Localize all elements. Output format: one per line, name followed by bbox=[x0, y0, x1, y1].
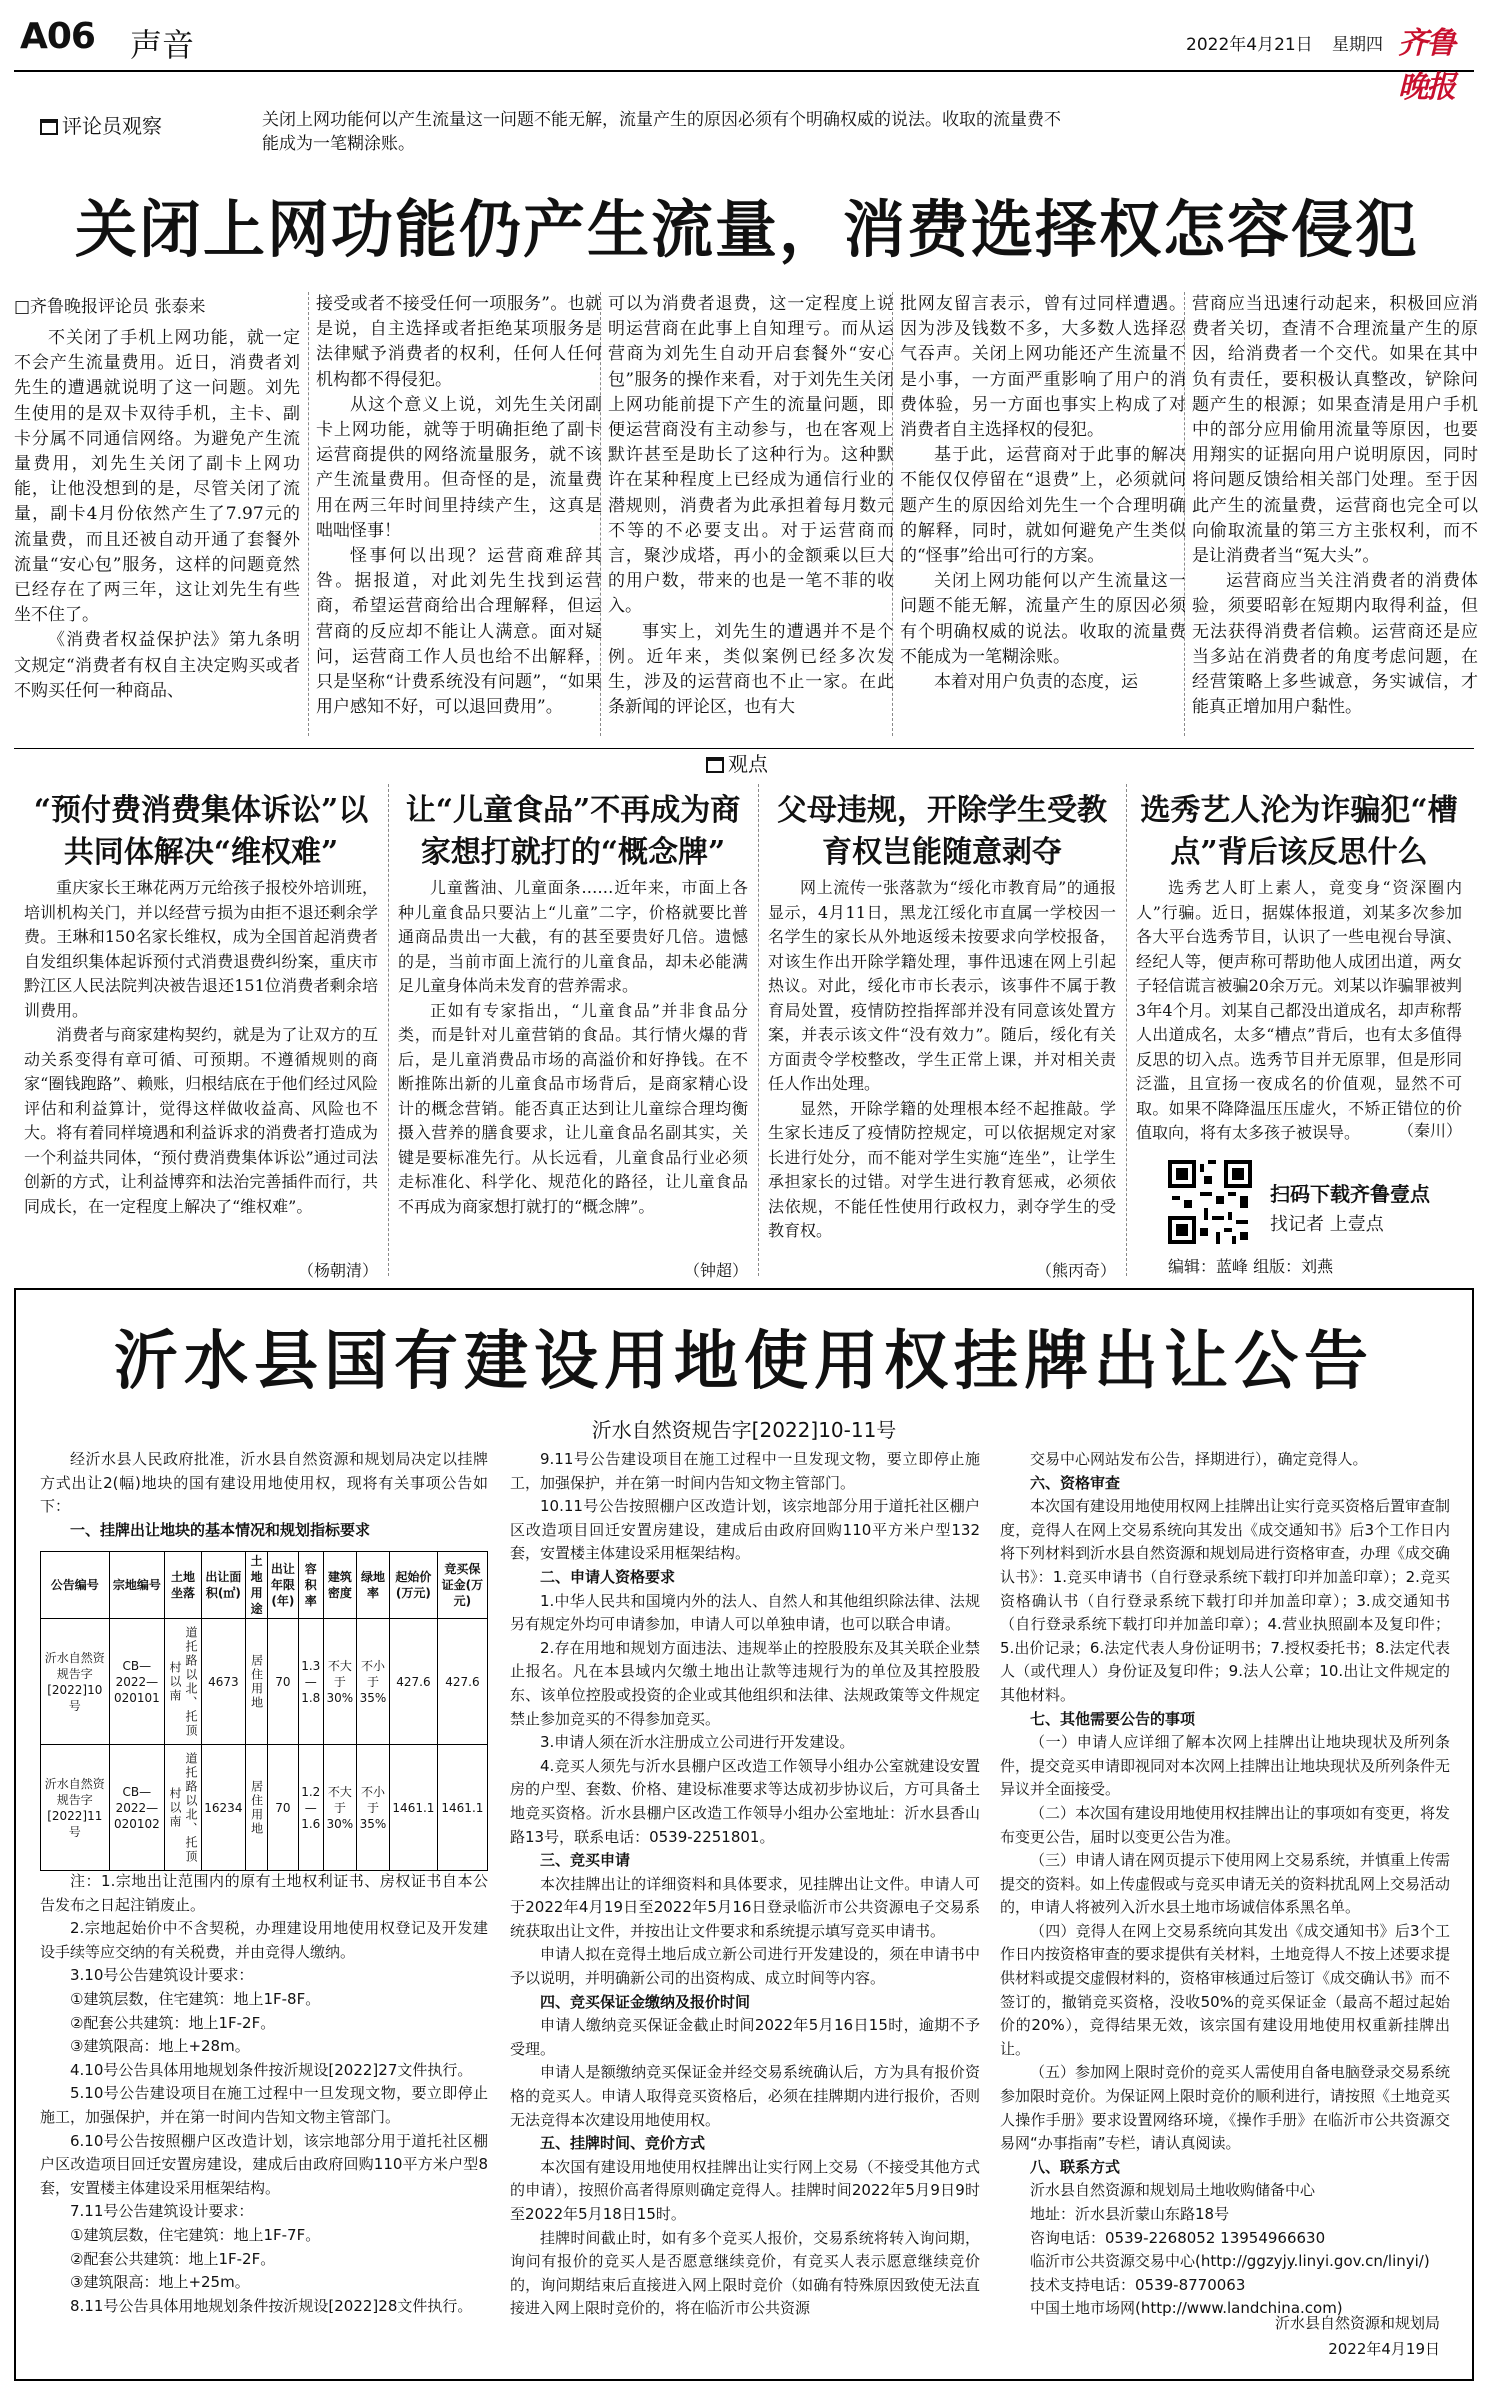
table-header-cell: 土地坐落 bbox=[165, 1552, 202, 1619]
paragraph: 怪事何以出现？运营商难辞其咎。据报道，对此刘先生找到运营商，希望运营商给出合理解释，但运营商的反应却不能让人满意。面对疑问，运营商工作人员也给不出解释，只是坚称“计费系统没有问题”，“如果用户感知不好，可以退回费用”。 bbox=[316, 546, 602, 718]
opinion-headline: “预付费消费集体诉讼”以共同体解决“维权难” bbox=[33, 793, 369, 870]
table-cell: 沂水自然资规告字[2022]10号 bbox=[41, 1619, 110, 1745]
paragraph: 从这个意义上说，刘先生关闭副卡上网功能，就等于明确拒绝了副卡运营商提供的网络流量服务，就不该产生流量费用。但奇怪的是，流量费用在两三年时间里持续产生，这真是咄咄怪事！ bbox=[316, 394, 602, 541]
paragraph: 消费者与商家建构契约，就是为了让双方的互动关系变得有章可循、可预期。不遵循规则的商家“圈钱跑路”、赖账，归根结底在于他们经过风险评估和利益算计，觉得这样做收益高、风险也不大。将有着同样境遇和利益诉求的消费者打造成为一个利益共同体，“预付费消费集体诉讼”通过司法创新的方式，让利益博弈和法治完善插件而行，共同成长，在一定程度上解决了“维权难”。 bbox=[24, 1025, 378, 1216]
paragraph: 关闭上网功能何以产生流量这一问题不能无解，流量产生的原因必须有个明确权威的说法。收取的流量费不能成为一笔糊涂账。 bbox=[900, 571, 1186, 667]
paragraph: 显然，开除学籍的处理根本经不起推敲。学生家长违反了疫情防控规定，可以依据规定对家长进行处分，而不能对学生实施“连坐”，让学生承担家长的过错。对学生进行教育惩戒，必须依法依规，不能任性使用行政权力，剥夺学生的受教育权。 bbox=[768, 1098, 1116, 1240]
notice-column-2 bbox=[510, 1448, 980, 2370]
notice-paragraph: 交易中心网站发布公告，择期进行），确定竞得人。 bbox=[1030, 1450, 1368, 1468]
table-cell: 1.2—1.6 bbox=[298, 1745, 323, 1871]
notice-paragraph: 中国土地市场网(http://www.landchina.com) bbox=[1030, 2299, 1343, 2318]
qr-subtitle: 找记者 上壹点 bbox=[1270, 1214, 1384, 1235]
notice-title: 沂水县国有建设用地使用权挂牌出让公告 bbox=[114, 1324, 1374, 1399]
table-header-cell: 出让年限(年) bbox=[268, 1552, 299, 1619]
notice-column-1 bbox=[40, 1870, 488, 2370]
notice-paragraph: ①建筑层数，住宅建筑：地上1F-8F。 bbox=[70, 1989, 321, 2008]
table-cell: 1461.1 bbox=[437, 1745, 487, 1871]
paragraph: 运营商应当关注消费者的消费体验，须要昭彰在短期内取得利益，但无法获得消费者信赖。运营商还是应当多站在消费者的角度考虑问题，在经营策略上多些诚意，务实诚信，才能真正增加用户黏性。 bbox=[1192, 571, 1478, 718]
opinion-author: （秦川） bbox=[1397, 1121, 1462, 1140]
opinion-author: （杨朝清） bbox=[297, 1261, 378, 1280]
notice-paragraph: 10.11号公告按照棚户区改造计划，该宗地部分用于道托社区棚户区改造项目回迁安置房建设，建成后由政府回购110平方米户型132套，安置楼主体建设采用框架结构。 bbox=[510, 1497, 980, 1563]
notice-paragraph: 四、竞买保证金缴纳及报价时间 bbox=[540, 1992, 751, 2011]
table-header-row bbox=[41, 1552, 488, 1619]
table-header-cell: 建筑密度 bbox=[323, 1552, 356, 1619]
notice-paragraph: 7.11号公告建筑设计要求： bbox=[70, 2202, 254, 2221]
notice-paragraph: （一）申请人应详细了解本次网上挂牌出让地块现状及所列条件，提交竞买申请即视同对本次网上挂牌出让地块现状及所列条件无异议并全面接受。 bbox=[1000, 1733, 1451, 1799]
notice-paragraph: 9.11号公告建设项目在施工过程中一旦发现文物，要立即停止施工，加强保护，并在第一时间内告知文物主管部门。 bbox=[510, 1450, 980, 1492]
table-cell: CB—2022—020102 bbox=[109, 1745, 165, 1871]
notice-intro bbox=[40, 1448, 488, 1548]
notice-paragraph: 三、竞买申请 bbox=[540, 1851, 631, 1870]
column-rule bbox=[308, 292, 309, 736]
table-header-cell: 容积率 bbox=[298, 1552, 323, 1619]
parcel-table bbox=[40, 1551, 488, 1871]
paragraph: 可以为消费者退费，这一定程度上说明运营商在此事上自知理亏。而从运营商为刘先生自动开启套餐外“安心包”服务的操作来看，对于刘先生关闭上网功能前提下产生的流量问题，即便运营商没有主动参与，也在客观上默许甚至是助长了这种行为。这种默许在某种程度上已经成为通信行业的潜规则，消费者为此承担着每月数元不等的不必要支出。对于运营商而言，聚沙成塔，再小的金额乘以巨大的用户数，带来的也是一笔不菲的收入。 bbox=[608, 294, 894, 617]
column-box-icon bbox=[40, 119, 58, 135]
table-cell: 427.6 bbox=[437, 1619, 487, 1745]
notice-paragraph: 注：1.宗地出让范围内的原有土地权利证书、房权证书自本公告发布之日起注销废止。 bbox=[40, 1872, 488, 1914]
commentary-column bbox=[1192, 292, 1478, 736]
notice-signoff-org: 沂水县自然资源和规划局 bbox=[1274, 2314, 1440, 2332]
notice-paragraph: （五）参加网上限时竞价的竞买人需使用自备电脑登录交易系统参加限时竞价。为保证网上限时竞价的顺利进行，请按照《土地竞买人操作手册》要求设置网络环境，《操作手册》在临沂市公共资源交易网“办事指南”专栏，请认真阅读。 bbox=[1000, 2063, 1451, 2153]
notice-paragraph: 本次国有建设用地使用权网上挂牌出让实行竞买资格后置审查制度，竞得人在网上交易系统向其发出《成交通知书》后3个工作日内将下列材料到沂水县自然资源和规划局进行资格审查，办理《成交确认书》：1.竞买申请书（自行登录系统下载打印并加盖印章）；2.竞买资格确认书（自行登录系统下载打印并加盖印章）；3.成交通知书（自行登录系统下载打印并加盖印章）；4.营业执照副本及复印件；5.出价记录；6.法定代表人身份证明书；7.授权委托书；8.法定代表人（或代理人）身份证及复印件；9.法人公章；10.出让文件规定的其他材料。 bbox=[1000, 1497, 1451, 1704]
notice-paragraph: 咨询电话：0539-2268052 13954966630 bbox=[1030, 2228, 1326, 2247]
table-cell: 1461.1 bbox=[390, 1745, 438, 1871]
opinion-body bbox=[24, 876, 378, 1258]
table-cell: 居住用地 bbox=[246, 1619, 268, 1745]
commentary-column bbox=[608, 292, 894, 736]
notice-paragraph: （三）申请人请在网页提示下使用网上交易系统，并慎重上传需提交的资料。如上传虚假或与竞买申请无关的资料扰乱网上交易活动的，申请人将被列入沂水县土地市场诚信体系黑名单。 bbox=[1000, 1851, 1451, 1917]
commentary-column bbox=[14, 326, 300, 736]
table-cell: 4673 bbox=[201, 1619, 245, 1745]
section-name: 声音 bbox=[130, 26, 195, 64]
table-cell: 不大于30% bbox=[323, 1745, 356, 1871]
notice-paragraph: ③建筑限高：地上+25m。 bbox=[70, 2273, 250, 2292]
notice-doc-number: 沂水自然资规告字[2022]10-11号 bbox=[591, 1418, 897, 1442]
notice-paragraph: 二、申请人资格要求 bbox=[540, 1567, 676, 1586]
notice-paragraph: 地址：沂水县沂蒙山东路18号 bbox=[1030, 2205, 1230, 2223]
column-rule bbox=[1126, 784, 1127, 1276]
opinion-body bbox=[768, 876, 1116, 1258]
notice-paragraph: 4.10号公告具体用地规划条件按沂规设[2022]27文件执行。 bbox=[70, 2060, 473, 2079]
paragraph: 网上流传一张落款为“绥化市教育局”的通报显示，4月11日，黑龙江绥化市直属一学校因一名学生的家长从外地返绥未按要求向学校报备，对该生作出开除学籍处理，事件迅速在网上引起热议。对此，绥化市市长表示，该事件不属于教育局处置，疫情防控指挥部并没有同意该处置方案，并表示该文件“没有效力”。随后，绥化有关方面责令学校整改，学生正常上课，并对相关责任人作出处理。 bbox=[768, 878, 1116, 1093]
opinion-body bbox=[398, 876, 748, 1258]
opinion-author: （钟超） bbox=[683, 1261, 748, 1280]
notice-paragraph: 5.10号公告建设项目在施工过程中一旦发现文物，要立即停止施工，加强保护，并在第一时间内告知文物主管部门。 bbox=[40, 2084, 488, 2126]
notice-intro-text: 经沂水县人民政府批准，沂水县自然资源和规划局决定以挂牌方式出让2(幅)地块的国有建设用地使用权，现将有关事项公告如下： bbox=[40, 1450, 488, 1516]
notice-paragraph: 五、挂牌时间、竞价方式 bbox=[540, 2134, 706, 2153]
table-header-cell: 绿地率 bbox=[356, 1552, 389, 1619]
notice-paragraph: （四）竞得人在网上交易系统向其发出《成交通知书》后3个工作日内按资格审查的要求提供有关材料，土地竞得人不按上述要求提供材料或提交虚假材料的，资格审核通过后签订《成交确认书》而不签订的，撤销竞买资格，没收50%的竞买保证金（最高不超过起始价的20%），竞得结果无效，该宗国有建设用地使用权重新挂牌出让。 bbox=[1000, 1921, 1451, 2058]
commentary-lede: 关闭上网功能何以产生流量这一问题不能无解，流量产生的原因必须有个明确权威的说法。收取的流量费不能成为一笔糊涂账。 bbox=[262, 110, 1061, 154]
table-cell: 道托路以北、托顶村以南 bbox=[165, 1619, 202, 1745]
table-cell: 16234 bbox=[201, 1745, 245, 1871]
table-cell: 1.3—1.8 bbox=[298, 1619, 323, 1745]
table-header-cell: 竞买保证金(万元) bbox=[437, 1552, 487, 1619]
notice-paragraph: 1.中华人民共和国境内外的法人、自然人和其他组织除法律、法规另有规定外均可申请参加，申请人可以单独申请，也可以联合申请。 bbox=[510, 1591, 980, 1634]
notice-paragraph: 本次国有建设用地使用权挂牌出让实行网上交易（不接受其他方式的申请），按照价高者得原则确定竞得人。挂牌时间2022年5月9日9时至2022年5月18日15时。 bbox=[510, 2157, 980, 2223]
paragraph: 正如有专家指出，“儿童食品”并非食品分类，而是针对儿童营销的食品。其行情火爆的背后，是儿童消费品市场的高溢价和好挣钱。在不断推陈出新的儿童食品市场背后，是商家精心设计的概念营销。能否真正达到让儿童综合理均衡摄入营养的膳食要求，让儿童食品名副其实，关键是要标准先行。从长远看，儿童食品行业必须走标准化、科学化、规范化的路径，让儿童食品不再成为商家想打就打的“概念牌”。 bbox=[398, 1000, 748, 1216]
commentary-tag bbox=[40, 110, 162, 139]
notice-paragraph: 3.申请人须在沂水注册成立公司进行开发建设。 bbox=[540, 1733, 855, 1752]
notice-section-heading: 一、挂牌出让地块的基本情况和规划指标要求 bbox=[70, 1520, 371, 1539]
notice-paragraph: 七、其他需要公告的事项 bbox=[1030, 1709, 1196, 1728]
paragraph: 本着对用户负责的态度，运 bbox=[934, 672, 1138, 693]
notice-paragraph: 8.11号公告具体用地规划条件按沂规设[2022]28文件执行。 bbox=[70, 2296, 473, 2315]
table-header-cell: 起始价(万元) bbox=[390, 1552, 438, 1619]
paragraph: 批网友留言表示，曾有过同样遭遇。因为涉及钱数不多，大多数人选择忍气吞声。关闭上网功能还产生流量不是小事，一方面严重影响了用户的消费体验，另一方面也事实上构成了对消费者自主选择权的侵犯。 bbox=[900, 294, 1186, 441]
notice-paragraph: 申请人缴纳竞买保证金截止时间2022年5月16日15时，逾期不予受理。 bbox=[510, 2016, 980, 2058]
commentary-column bbox=[900, 292, 1186, 736]
notice-paragraph: 4.竞买人须先与沂水县棚户区改造工作领导小组办公室就建设安置房的户型、套数、价格、建设标准要求等达成初步协议后，方可具备土地竞买资格。沂水县棚户区改造工作领导小组办公室地址：沂水县香山路13号，联系电话：0539-2251801。 bbox=[510, 1756, 980, 1846]
notice-paragraph: 八、联系方式 bbox=[1030, 2157, 1121, 2176]
newspaper-logo: 齐鲁晚报 bbox=[1398, 26, 1454, 105]
notice-paragraph: 本次挂牌出让的详细资料和具体要求，见挂牌出让文件。申请人可于2022年4月19日至2022年5月16日登录临沂市公共资源电子交易系统获取出让文件，并按出让文件要求和系统提示填写竞买申请书。 bbox=[510, 1874, 980, 1940]
table-header-cell: 出让面积(㎡) bbox=[201, 1552, 245, 1619]
commentary-headline: 关闭上网功能仍产生流量，消费选择权怎容侵犯 bbox=[74, 193, 1419, 266]
table-cell: 不小于35% bbox=[356, 1619, 389, 1745]
qr-code-icon[interactable] bbox=[1168, 1160, 1252, 1244]
notice-paragraph: 六、资格审查 bbox=[1030, 1473, 1121, 1492]
notice-paragraph: （二）本次国有建设用地使用权挂牌出让的事项如有变更，将发布变更公告，届时以变更公告为准。 bbox=[1000, 1803, 1451, 1846]
paragraph: 基于此，运营商对于此事的解决不能仅仅停留在“退费”上，必须就问题产生的原因给刘先生一个合理明确的解释，同时，就如何避免产生类似的“怪事”给出可行的方案。 bbox=[900, 445, 1186, 567]
column-box-icon bbox=[706, 757, 724, 773]
paragraph: 《消费者权益保护法》第九条明文规定“消费者有权自主决定购买或者不购买任何一种商品、 bbox=[14, 630, 300, 701]
table-row bbox=[41, 1745, 488, 1871]
notice-column-3 bbox=[1000, 1448, 1451, 2318]
notice-paragraph: ②配套公共建筑：地上1F-2F。 bbox=[70, 2249, 276, 2268]
page-number: A06 bbox=[20, 16, 95, 57]
table-cell: 沂水自然资规告字[2022]11号 bbox=[41, 1745, 110, 1871]
commentary-tag-label: 评论员观察 bbox=[62, 114, 162, 138]
paragraph: 不关闭了手机上网功能，就一定不会产生流量费用。近日，消费者刘先生的遭遇就说明了这一问题。刘先生使用的是双卡双待手机，主卡、副卡分属不同通信网络。为避免产生流量费用，刘先生关闭了副卡上网功能，让他没想到的是，尽管关闭了流量，副卡4月份依然产生了7.97元的流量费，而且还被自动开通了套餐外流量“安心包”服务，这样的问题竟然已经存在了两三年，这让刘先生有些坐不住了。 bbox=[14, 328, 300, 626]
opinion-author: （熊丙奇） bbox=[1035, 1261, 1116, 1280]
table-cell: CB—2022—020101 bbox=[109, 1619, 165, 1745]
notice-paragraph: ③建筑限高：地上+28m。 bbox=[70, 2037, 250, 2056]
paragraph: 选秀艺人盯上素人，竟变身“资深圈内人”行骗。近日，据媒体报道，刘某多次参加各大平台选秀节目，认识了一些电视台导演、经纪人等，便声称可帮助他人成团出道，两女子轻信谎言被骗20余万元。刘某以诈骗罪被判3年4个月。刘某自己都没出道成名，却声称帮人出道成名，太多“槽点”背后，也有太多值得反思的切入点。选秀节目并无原罪，但是形同泛滥，且宣扬一夜成名的价值观，显然不可取。如果不降降温压压虚火，不矫正错位的价值取向，将有太多孩子被误导。 bbox=[1136, 878, 1462, 1142]
paragraph: 营商应当迅速行动起来，积极回应消费者关切，查清不合理流量产生的原因，给消费者一个交代。如果在其中负有责任，要积极认真整改，铲除问题产生的根源；如果查清是用户手机中的部分应用偷用流量等原因，也要用翔实的证据向用户说明原因，同时将问题反馈给相关部门处理。至于因此产生的流量费，运营商也完全可以向偷取流量的第三方主张权利，而不是让消费者当“冤大头”。 bbox=[1192, 294, 1478, 567]
opinions-tag-label: 观点 bbox=[728, 752, 768, 776]
qr-title: 扫码下载齐鲁壹点 bbox=[1270, 1182, 1430, 1206]
notice-paragraph: 临沂市公共资源交易中心(http://ggzyjy.linyi.gov.cn/linyi/) bbox=[1030, 2252, 1430, 2271]
column-rule bbox=[600, 292, 601, 736]
column-rule bbox=[892, 292, 893, 736]
notice-paragraph: 沂水县自然资源和规划局土地收购储备中心 bbox=[1030, 2181, 1316, 2200]
issue-date: 2022年4月21日 bbox=[1186, 35, 1313, 55]
table-header-cell: 宗地编号 bbox=[109, 1552, 165, 1619]
notice-paragraph: 申请人是额缴纳竞买保证金并经交易系统确认后，方为具有报价资格的竞买人。申请人取得竞买资格后，必须在挂牌期内进行报价，否则无法竞得本次建设用地使用权。 bbox=[510, 2063, 980, 2129]
commentary-column bbox=[316, 292, 602, 736]
table-cell: 道托路以北、托顶村以南 bbox=[165, 1745, 202, 1871]
issue-weekday: 星期四 bbox=[1332, 35, 1383, 55]
paragraph: 儿童酱油、儿童面条……近年来，市面上各种儿童食品只要沾上“儿童”二字，价格就要比普通商品贵出一大截，有的甚至要贵好几倍。遗憾的是，当前市面上流行的儿童食品，却未必能满足儿童身体尚未发育的营养需求。 bbox=[398, 878, 748, 995]
opinion-headline: 让“儿童食品”不再成为商家想打就打的“概念牌” bbox=[405, 793, 741, 870]
editor-credits: 编辑：蓝峰 组版：刘燕 bbox=[1168, 1257, 1334, 1276]
notice-paragraph: ②配套公共建筑：地上1F-2F。 bbox=[70, 2013, 276, 2032]
table-cell: 不小于35% bbox=[356, 1745, 389, 1871]
notice-signoff-date: 2022年4月19日 bbox=[1328, 2340, 1440, 2358]
table-header-cell: 土地用途 bbox=[246, 1552, 268, 1619]
notice-paragraph: 申请人拟在竞得土地后成立新公司进行开发建设的，须在申请书中予以说明，并明确新公司的出资构成、成立时间等内容。 bbox=[510, 1945, 980, 1988]
page-header bbox=[14, 16, 1474, 105]
paragraph: 事实上，刘先生的遭遇并不是个例。近年来，类似案例已经多次发生，涉及的运营商也不止一家。在此条新闻的评论区，也有大 bbox=[608, 621, 894, 718]
column-rule bbox=[388, 784, 389, 1276]
column-rule bbox=[1184, 292, 1185, 736]
notice-paragraph: 3.10号公告建筑设计要求： bbox=[70, 1966, 254, 1985]
opinion-headline: 选秀艺人沦为诈骗犯“槽点”背后该反思什么 bbox=[1140, 793, 1458, 870]
table-row bbox=[41, 1619, 488, 1745]
opinion-headline: 父母违规，开除学生受教育权岂能随意剥夺 bbox=[777, 793, 1107, 870]
table-header-cell: 公告编号 bbox=[41, 1552, 110, 1619]
commentary-byline: □齐鲁晚报评论员 张泰来 bbox=[14, 297, 206, 317]
table-cell: 70 bbox=[268, 1619, 299, 1745]
notice-paragraph: 2.宗地起始价中不含契税，办理建设用地使用权登记及开发建设手续等应交纳的有关税费，并由竞得人缴纳。 bbox=[40, 1919, 488, 1961]
table-cell: 70 bbox=[268, 1745, 299, 1871]
notice-paragraph: 2.存在用地和规划方面违法、违规举止的控股股东及其关联企业禁止报名。凡在本县域内欠缴土地出让款等违规行为的单位及其控股股东、该单位控股或投资的企业或其他组织和法律、法规政策等文件规定禁止参加竞买的不得参加竞买。 bbox=[510, 1638, 980, 1728]
notice-paragraph: 6.10号公告按照棚户区改造计划，该宗地部分用于道托社区棚户区改造项目回迁安置房建设，建成后由政府回购110平方米户型8套，安置楼主体建设采用框架结构。 bbox=[40, 2131, 488, 2197]
opinion-body bbox=[1136, 876, 1462, 1144]
notice-paragraph: 技术支持电话：0539-8770063 bbox=[1030, 2275, 1246, 2294]
opinions-tag bbox=[706, 748, 768, 777]
notice-paragraph: 挂牌时间截止时，如有多个竞买人报价，交易系统将转入询问期，询问有报价的竞买人是否愿意继续竞价，有竞买人表示愿意继续竞价的，询问期结束后直接进入网上限时竞价（如确有特殊原因致使无法直接进入网上限时竞价的，将在临沂市公共资源 bbox=[510, 2228, 980, 2318]
notice-paragraph: ①建筑层数，住宅建筑：地上1F-7F。 bbox=[70, 2225, 321, 2244]
table-cell: 427.6 bbox=[390, 1619, 438, 1745]
table-cell: 不大于30% bbox=[323, 1619, 356, 1745]
paragraph: 重庆家长王琳花两万元给孩子报校外培训班，培训机构关门，并以经营亏损为由拒不退还剩余学费。王琳和150名家长维权，成为全国首起消费者自发组织集体起诉预付式消费退费纠纷案，重庆市黔江区人民法院判决被告退还151位消费者剩余培训费用。 bbox=[24, 878, 378, 1020]
table-cell: 居住用地 bbox=[246, 1745, 268, 1871]
paragraph: 接受或者不接受任何一项服务”。也就是说，自主选择或者拒绝某项服务是法律赋予消费者的权利，任何人任何机构都不得侵犯。 bbox=[316, 294, 602, 390]
column-rule bbox=[758, 784, 759, 1276]
